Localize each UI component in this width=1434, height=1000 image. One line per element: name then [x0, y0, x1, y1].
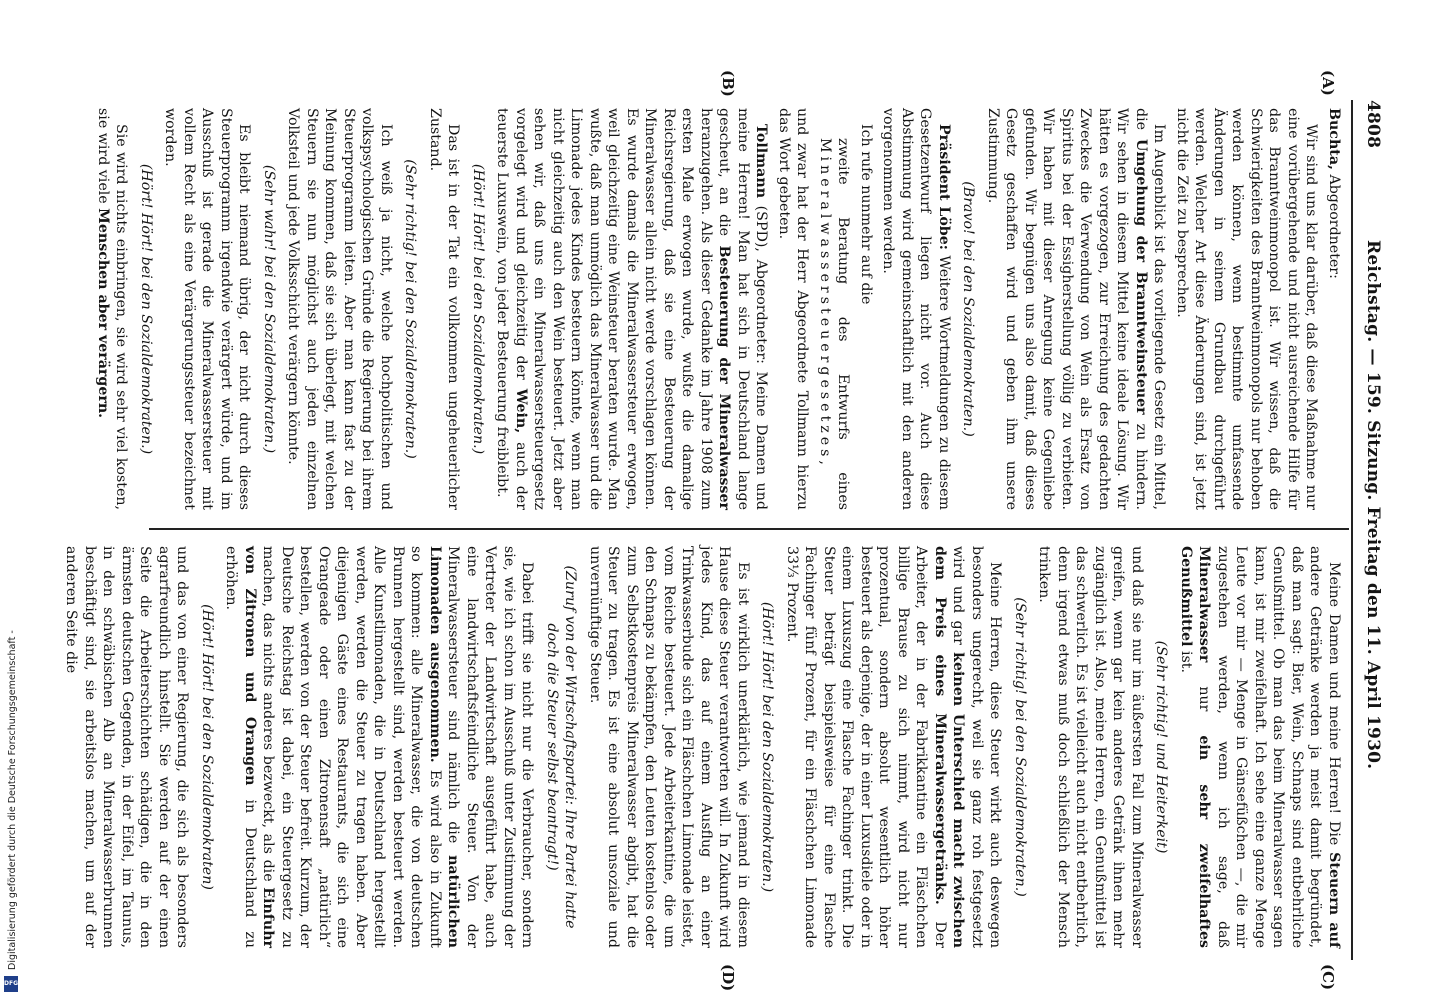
paragraph: Sie wird nichts einbringen, sie wird sehr viel kosten, sie wird viele Menschen aber verärgern.	[95, 108, 130, 510]
paragraph: und daß sie nur im äußersten Fall zum Mineralwasser greifen, wenn gar kein anderes Getränk ihnen mehr zugänglich ist. Also, meine Herren, ein Genußmittel ist das schwerlich. Es ist vielleicht auch nicht entbehrlich, denn irgend etwas muß doch schließlich der Mensch trinken.	[1036, 546, 1145, 948]
paragraph: Tollmann (SPD), Abgeordneter: Meine Damen und meine Herren! Man hat sich in Deutschland lange gescheut, an die Besteuerung der Mineralwasser heranzugehen. Als dieser Gedanke im Jahre 1908 zum ersten Male erwogen wurde, wußte die damalige Reichsregierung, daß sie eine Besteuerung der Mineralwasser allein nicht werde vorschlagen können. Es wurde damals die Mineralwassersteuer erwogen, weil gleichzeitig eine Weinsteuer beraten wurde. Man wußte, daß man unmöglich das Mineralwasser und die Limonade jedes Kindes besteuern könnte, wenn man nicht gleichzeitig auch den Wein besteuert. Jetzt aber sehen wir, daß uns ein Mineralwassersteuergesetz vorgelegt wird und gleichzeitig der Wein, auch der teuerste Luxuswein, von jeder Besteuerung freibleibt.	[494, 108, 770, 510]
paragraph: Das ist in der Tat ein vollkommen ungeheuerlicher Zustand.	[427, 108, 462, 510]
interjection: (Sehr richtig! bei den Sozialdemokraten.)	[1012, 597, 1028, 897]
paragraph: zweite Beratung des Entwurfs eines Mineralwassersteuergesetzes,	[817, 138, 852, 510]
speaker-name: Buchta,	[1326, 108, 1342, 170]
page-title: Reichstag. — 159. Sitzung. Freitag den 11. April 1930.	[1363, 240, 1383, 770]
paragraph: Ich rufe nunmehr auf die	[858, 124, 874, 305]
margin-mark-b: (B)	[719, 70, 737, 97]
paragraph: Meine Damen und meine Herren! Die Steuern auf andere Getränke werden ja meist damit begründet, daß man sagt: Bier, Wein, Schnaps sind entbehrliche Genußmittel. Ob man das beim Mineralwasser sagen kann, ist mir zweifelhaft. Ich sehe eine ganze Menge Leute vor mir — Menge in Gänsefüßchen —, die mir zugestehen werden, wenn ich sage, daß Mineralwasser nur ein sehr zweifelhaftes Genußmittel ist.	[1178, 546, 1342, 948]
interjection: (Bravo! bei den Sozialdemokraten.)	[960, 181, 977, 437]
interjection: (Sehr richtig! und Heiterkeit)	[1153, 640, 1170, 854]
margin-mark-c: (C)	[1319, 964, 1337, 991]
scanned-page	[63, 70, 1397, 992]
column-divider	[149, 528, 1349, 530]
paragraph: Buchta, Abgeordneter:	[1326, 108, 1342, 279]
paragraph: Präsident Löbe: Weitere Wortmeldungen zu diesem Gesetzentwurf liegen nicht vor. Auch diese Abstimmung wird gemeinschaftlich mit den anderen vorgenommen werden.	[880, 108, 952, 510]
margin-mark-d: (D)	[719, 964, 737, 992]
paragraph: Im Augenblick ist das vorliegende Gesetz ein Mittel, die Umgehung der Branntweinsteuer zu hindern. Wir sehen in diesem Mittel keine ideale Lösung. Wir hätten es vorgezogen, zur Erreichung des gedachten Zweckes die Verwendung von Wein als Ersatz von Spiritus bei der Essigherstellung völlig zu verbieten. Wir haben mit dieser Anregung keine Gegenliebe gefunden. Wir begnügen uns also damit, daß dieses Gesetz geschaffen wird und geben ihm unsere Zustimmung.	[985, 108, 1168, 510]
interjection: (Hört! Hört! bei den Sozialdemokraten.)	[470, 163, 486, 455]
paragraph: Meine Herren, diese Steuer wirkt auch deswegen besonders ungerecht, weil sie ganz roh festgesetzt wird und gar keinen Unterschied macht zwischen dem Preis eines Mineralwassergetränks. Der Arbeiter, der in der Fabrikkantine ein Fläschchen billige Brause zu sich nimmt, wird nicht nur prozentual, sondern absolut wesentlich höher besteuert als derjenige, der in einer Luxusdiele oder in einem Luxuszug eine Flasche Fachinger trinkt. Die Steuer beträgt beispielsweise für eine Flasche Fachinger fünf Prozent, für ein Fläschchen Limonade 33⅓ Prozent.	[784, 546, 1004, 948]
paragraph: Es bleibt niemand übrig, der nicht durch dieses Steuerprogramm irgendwie verärgert würde, und im Ausschuß ist gerade die Mineralwassersteuer mit vollem Recht als eine Verärgerungssteuer bezeichnet worden.	[162, 108, 253, 510]
interjection: (Hört! Hört! bei den Sozialdemokraten.)	[138, 163, 154, 455]
paragraph: Wir sind uns klar darüber, daß diese Maßnahme nur eine vorübergehende und nicht ausreichende Hilfe für das Branntweinmonopol ist. Wir wissen, daß die Schwierigkeiten des Branntweinmonopols nur behoben werden können, wenn bestimmte umfassende Änderungen in seinem Grundbau durchgeführt werden. Welcher Art diese Änderungen sind, ist jetzt nicht die Zeit zu besprechen.	[1174, 108, 1320, 510]
interjection: (Hört! Hört! bei den Sozialdemokraten)	[199, 604, 215, 890]
interjection: (Sehr richtig! bei den Sozialdemokraten.)	[402, 159, 419, 459]
running-header	[1359, 100, 1383, 960]
paragraph: und das von einer Regierung, die sich als besonders agrarfreundlich hinstellt. Sie werden auf der einen Seite die Arbeiterschichten schädigen, die in den ärmsten deutschen Gegenden, in der Eifel, im Taunus, in den schwäbischen Alb an Mineralwasserbrunnen beschäftigt sind, sie arbeitslos machen, um auf der anderen Seite die	[63, 546, 191, 948]
interjection: (Sehr wahr! bei den Sozialdemokraten.)	[261, 164, 277, 454]
dfg-logo-icon: DFG	[4, 976, 18, 992]
left-column	[90, 108, 1344, 510]
credit-text: Digitalisierung gefördert durch die Deutsche Forschungsgemeinschaft -	[7, 630, 18, 970]
paragraph: Dabei trifft sie nicht nur die Verbraucher, sondern sie, wie ich schon im Ausschuß unter Zustimmung der Vertreter der Landwirtschaft ausgeführt habe, auch eine landwirtschaftsfeindliche Steuer. Von der Mineralwassersteuer sind nämlich die natürlichen Limonaden ausgenommen. Es wird also in Zukunft so kommen: alle Mineralwasser, die von deutschen Brunnen hergestellt sind, werden besteuert werden. Alle Kunstlimonaden, die in Deutschland hergestellt werden, werden die Steuer zu tragen haben. Aber diejenigen Gäste eines Restaurants, die sich eine Orangeade oder einen Zitronensaft „natürlich“ bestellen, werden von der Steuer befreit. Kurzum, der Deutsche Reichstag ist dabei, ein Steuergesetz zu machen, das nichts anderes bezweckt, als die Einfuhr von Zitronen und Orangen in Deutschland zu erhöhen.	[223, 546, 536, 949]
right-column	[58, 546, 1343, 948]
margin-mark-a: (A)	[1319, 70, 1337, 96]
header-rule	[1351, 100, 1353, 960]
digitization-credit	[4, 392, 18, 992]
paragraph: Ich weiß ja nicht, welche hochpolitischen und volkspsychologischen Gründe die Regierung bei ihrem Steuerprogramm leiten. Aber man kann fast zu der Meinung kommen, daß sie sich überlegt, mit welchen Steuern sie nun möglichst auch jeden einzelnen Volksteil und jede Volksschicht verärgern könnte.	[285, 108, 394, 510]
interjection: (Hört! Hört! bei den Sozialdemokraten.)	[759, 601, 776, 893]
page-number: 4808	[1363, 100, 1383, 149]
paragraph: und zwar hat der Herr Abgeordnete Tollmann hierzu das Wort gebeten.	[776, 108, 811, 510]
interjection: (Zuruf von der Wirtschaftspartei: Ihre Partei hatte doch die Steuer selbst beantragt!)	[544, 565, 579, 929]
paragraph: Es ist wirklich unerklärlich, wie jemand in diesem Hause diese Steuer verantworten will. In Zukunft wird jedes Kind, das auf einem Ausflug an einer Trinkwasserbude sich ein Fläschchen Limonade leistet, vom Reiche besteuert. Jede Arbeiterkantine, die um den Schnaps zu bekämpfen, den Leuten kostenlos oder zum Selbstkostenpreis Mineralwasser abgibt, hat die Steuer zu tragen. Es ist eine absolut unsoziale und unvernünftige Steuer.	[587, 546, 751, 948]
speaker-name: Tollmann	[753, 124, 770, 199]
speaker-name: Präsident Löbe:	[936, 124, 952, 250]
